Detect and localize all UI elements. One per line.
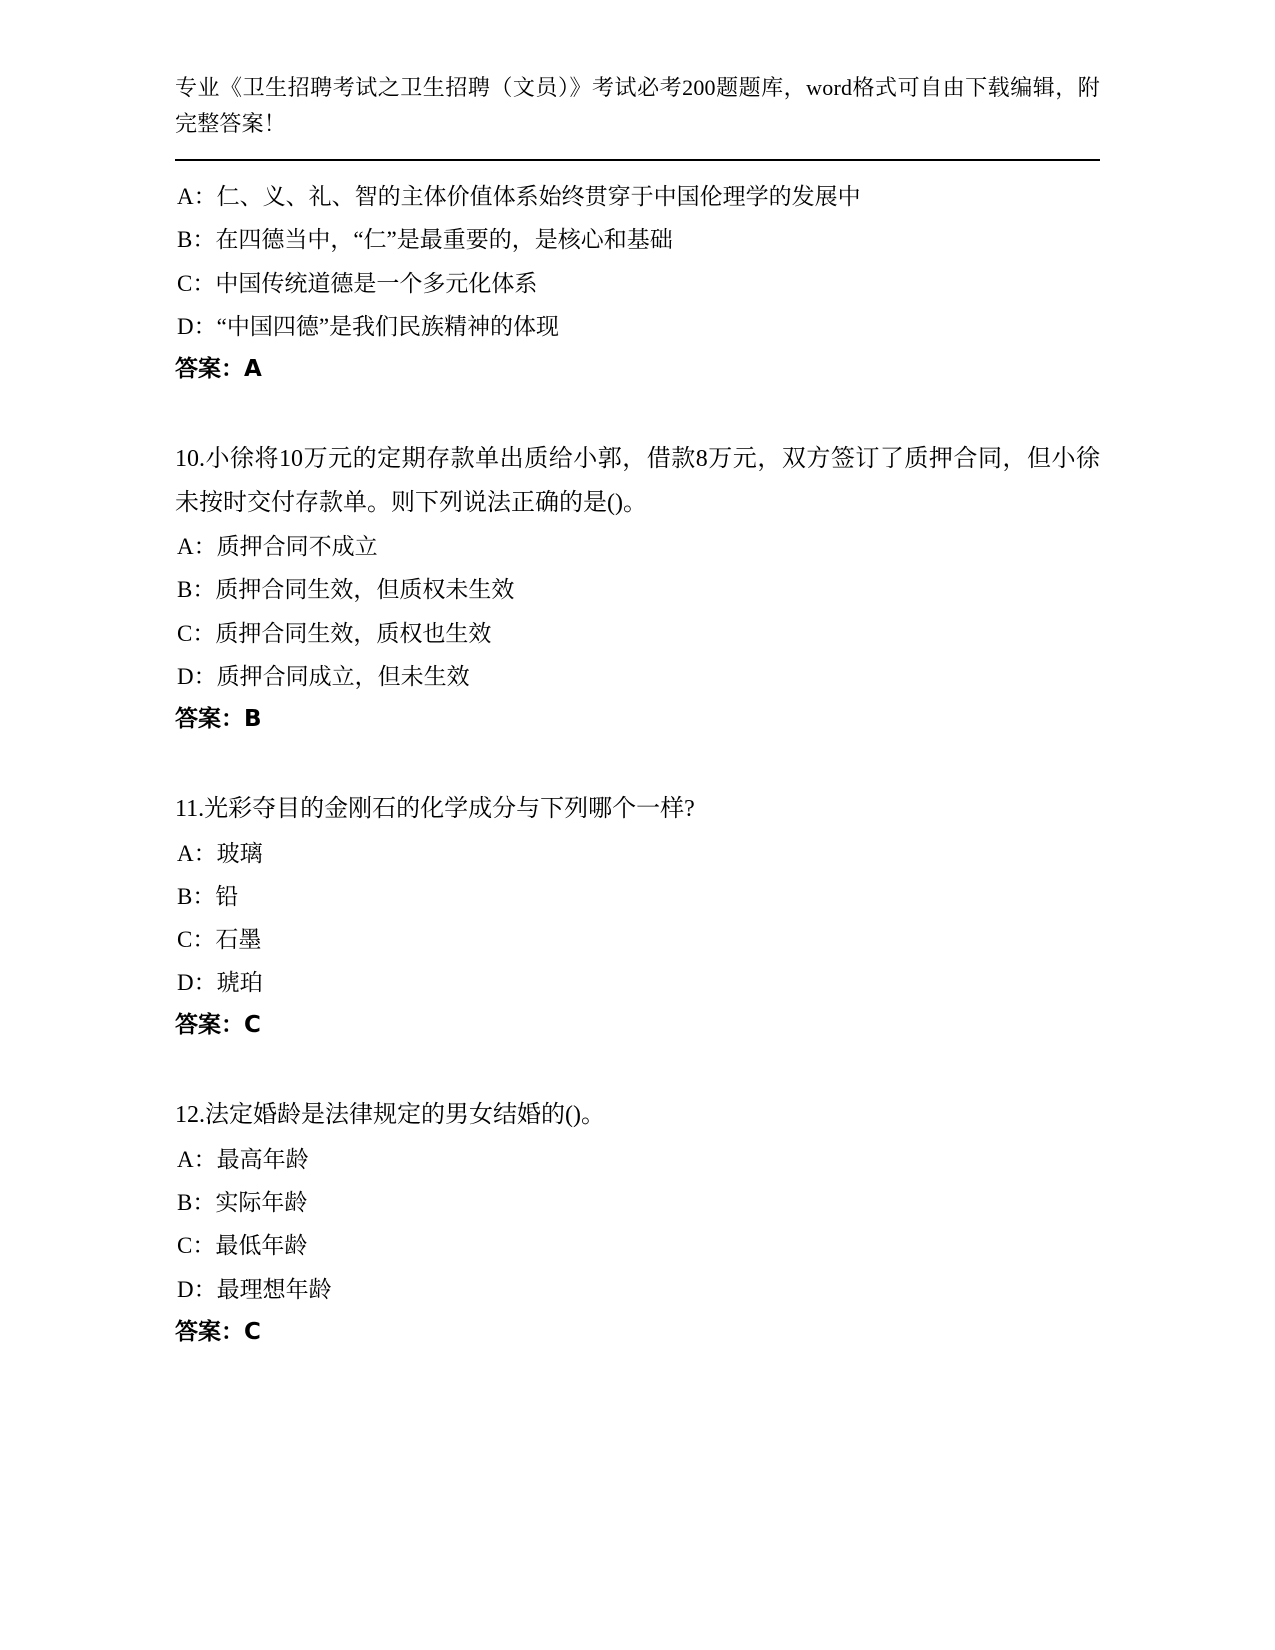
option-d: D：琥珀	[177, 970, 263, 996]
answer-line	[175, 1311, 1100, 1355]
answer-value: C	[244, 1012, 261, 1039]
answer-label: 答案：	[175, 706, 244, 733]
option-a: A：质押合同不成立	[177, 534, 378, 560]
answer-label: 答案：	[175, 1318, 244, 1345]
question-stem: 11.光彩夺目的金刚石的化学成分与下列哪个一样?	[175, 795, 695, 822]
option-b: B：在四德当中，“仁”是最重要的，是核心和基础	[177, 227, 673, 253]
question-block	[175, 788, 1100, 1048]
page-header	[175, 70, 1100, 141]
answer-value: A	[244, 356, 262, 383]
option-d: D：“中国四德”是我们民族精神的体现	[177, 313, 560, 339]
option-b: B：铅	[177, 883, 239, 909]
option-a: A：仁、义、礼、智的主体价值体系始终贯穿于中国伦理学的发展中	[177, 184, 861, 210]
answer-value: C	[244, 1318, 261, 1345]
option-c: C：石墨	[177, 926, 262, 952]
option-b: B：质押合同生效，但质权未生效	[177, 577, 515, 603]
question-block	[175, 175, 1100, 392]
option-c: C：最低年龄	[177, 1233, 308, 1259]
option-c: C：中国传统道德是一个多元化体系	[177, 270, 538, 296]
option-a: A：最高年龄	[177, 1146, 309, 1172]
header-divider	[175, 159, 1100, 161]
question-stem: 12.法定婚龄是法律规定的男女结婚的()。	[175, 1102, 605, 1129]
question-block	[175, 1094, 1100, 1354]
header-text: 专业《卫生招聘考试之卫生招聘（文员）》考试必考200题题库，word格式可自由下载编辑，附完整答案！	[175, 75, 1100, 136]
option-d: D：最理想年龄	[177, 1276, 332, 1302]
answer-line	[175, 698, 1100, 742]
option-a: A：玻璃	[177, 840, 263, 866]
question-block	[175, 438, 1100, 742]
option-b: B：实际年龄	[177, 1190, 308, 1216]
answer-label: 答案：	[175, 356, 244, 383]
answer-line	[175, 348, 1100, 392]
answer-value: B	[244, 706, 262, 733]
option-c: C：质押合同生效，质权也生效	[177, 620, 492, 646]
answer-label: 答案：	[175, 1012, 244, 1039]
question-stem: 10.小徐将10万元的定期存款单出质给小郭，借款8万元，双方签订了质押合同，但小徐未按时交付存款单。则下列说法正确的是()。	[175, 445, 1100, 516]
option-d: D：质押合同成立，但未生效	[177, 663, 470, 689]
answer-line	[175, 1004, 1100, 1048]
